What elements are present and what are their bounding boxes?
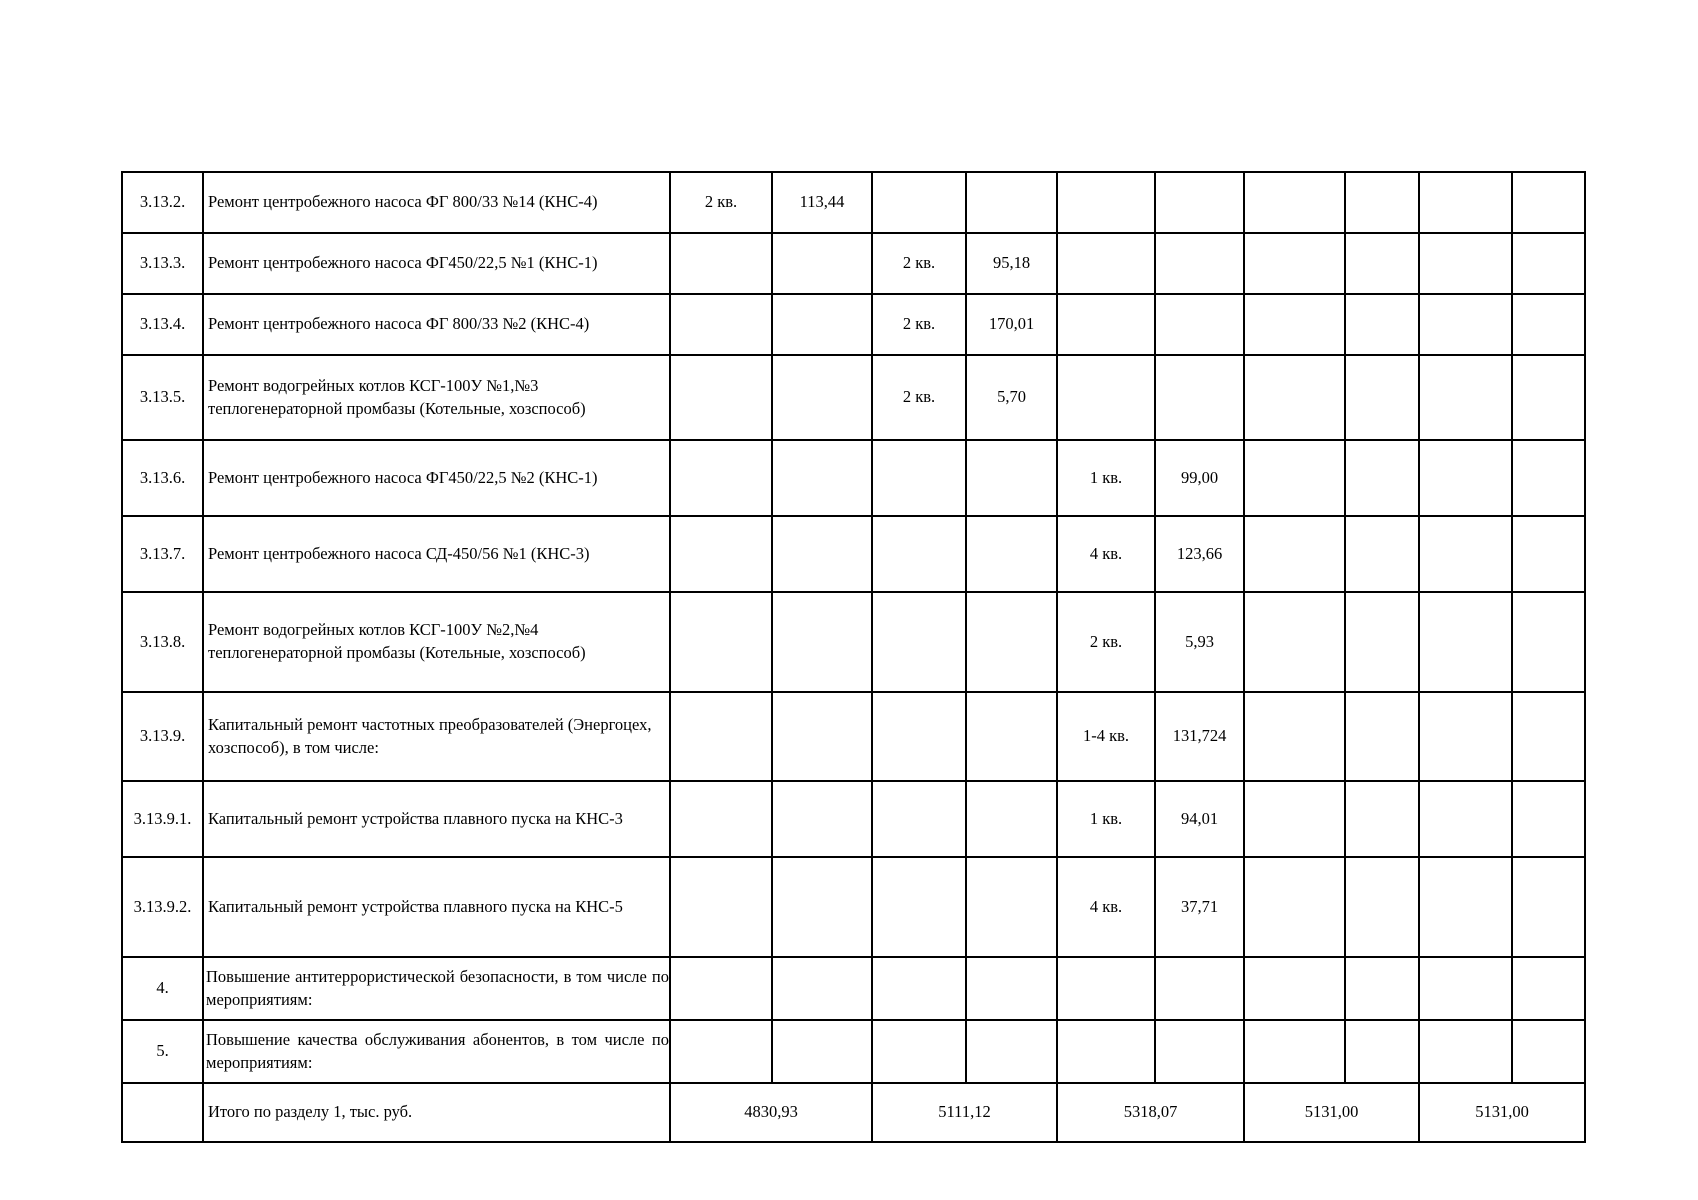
cell-quarter <box>1057 1020 1155 1083</box>
cell-quarter: 1 кв. <box>1057 440 1155 516</box>
total-row <box>122 1083 1585 1142</box>
cell-quarter <box>1244 516 1345 592</box>
cell-quarter <box>872 1020 966 1083</box>
cell-amount <box>966 592 1057 692</box>
cell-quarter <box>670 692 772 781</box>
cell-amount <box>966 440 1057 516</box>
row-number: 3.13.9. <box>122 692 203 781</box>
cell-amount <box>772 516 872 592</box>
cell-quarter: 1-4 кв. <box>1057 692 1155 781</box>
table-row <box>122 957 1585 1020</box>
cell-quarter <box>670 294 772 355</box>
row-number: 3.13.9.1. <box>122 781 203 857</box>
cell-quarter <box>1419 592 1512 692</box>
cell-amount: 113,44 <box>772 172 872 233</box>
cell-amount: 37,71 <box>1155 857 1244 957</box>
cell-quarter <box>670 516 772 592</box>
cell-quarter <box>872 957 966 1020</box>
cell-quarter <box>1244 172 1345 233</box>
cell-amount: 131,724 <box>1155 692 1244 781</box>
table-row <box>122 592 1585 692</box>
cell-quarter <box>1057 957 1155 1020</box>
cell-amount <box>772 857 872 957</box>
cell-quarter <box>1419 355 1512 440</box>
row-description: Ремонт центробежного насоса ФГ 800/33 №2 (КНС-4) <box>203 294 670 355</box>
cell-amount <box>1512 440 1585 516</box>
cell-quarter <box>1419 781 1512 857</box>
table-row <box>122 781 1585 857</box>
cell-quarter <box>1419 692 1512 781</box>
cell-amount <box>1512 355 1585 440</box>
cell-quarter: 4 кв. <box>1057 516 1155 592</box>
cell-quarter <box>1244 1020 1345 1083</box>
cell-amount <box>966 172 1057 233</box>
cell-amount <box>1345 294 1419 355</box>
cell-quarter <box>670 233 772 294</box>
cell-quarter <box>1057 355 1155 440</box>
cell-quarter <box>872 592 966 692</box>
cell-amount <box>772 957 872 1020</box>
cell-amount <box>772 355 872 440</box>
cell-quarter <box>670 957 772 1020</box>
cell-amount: 123,66 <box>1155 516 1244 592</box>
cell-quarter <box>1244 781 1345 857</box>
cell-quarter <box>1419 1020 1512 1083</box>
cell-amount <box>1512 294 1585 355</box>
row-description: Ремонт центробежного насоса ФГ450/22,5 №2 (КНС-1) <box>203 440 670 516</box>
row-number: 3.13.8. <box>122 592 203 692</box>
row-description: Ремонт центробежного насоса ФГ450/22,5 №1 (КНС-1) <box>203 233 670 294</box>
cell-amount <box>772 233 872 294</box>
cell-quarter <box>872 172 966 233</box>
cell-amount <box>1345 592 1419 692</box>
cell-amount <box>966 1020 1057 1083</box>
total-label: Итого по разделу 1, тыс. руб. <box>203 1083 670 1142</box>
cell-quarter <box>1244 857 1345 957</box>
cell-amount <box>1155 294 1244 355</box>
cell-quarter: 2 кв. <box>872 233 966 294</box>
cell-amount <box>966 516 1057 592</box>
row-description: Повышение качества обслуживания абонентов, в том числе по мероприятиям: <box>203 1020 670 1083</box>
cell-amount <box>772 692 872 781</box>
cell-quarter: 2 кв. <box>872 355 966 440</box>
cell-amount <box>772 294 872 355</box>
cell-amount: 95,18 <box>966 233 1057 294</box>
cell-quarter <box>1419 857 1512 957</box>
row-number: 3.13.3. <box>122 233 203 294</box>
cell-amount <box>1345 781 1419 857</box>
row-description: Капитальный ремонт частотных преобразователей (Энергоцех, хозспособ), в том числе: <box>203 692 670 781</box>
cell-amount: 5,93 <box>1155 592 1244 692</box>
cell-quarter <box>670 781 772 857</box>
cell-amount <box>1155 1020 1244 1083</box>
row-description: Ремонт водогрейных котлов КСГ-100У №2,№4 теплогенераторной промбазы (Котельные, хозспособ) <box>203 592 670 692</box>
cell-quarter <box>1244 692 1345 781</box>
cell-amount <box>1512 172 1585 233</box>
cell-amount <box>772 781 872 857</box>
table-row <box>122 1020 1585 1083</box>
cell-amount <box>1512 692 1585 781</box>
cell-quarter <box>1419 516 1512 592</box>
cell-quarter <box>1244 440 1345 516</box>
row-number <box>122 1083 203 1142</box>
row-description: Ремонт центробежного насоса ФГ 800/33 №14 (КНС-4) <box>203 172 670 233</box>
cell-amount <box>772 592 872 692</box>
cell-amount <box>1512 857 1585 957</box>
cell-quarter <box>1419 440 1512 516</box>
cell-amount <box>1345 857 1419 957</box>
cell-amount: 170,01 <box>966 294 1057 355</box>
table-row <box>122 440 1585 516</box>
cell-amount: 99,00 <box>1155 440 1244 516</box>
cell-amount <box>966 781 1057 857</box>
cell-quarter <box>872 440 966 516</box>
cell-amount: 94,01 <box>1155 781 1244 857</box>
investment-program-table <box>121 171 1586 1143</box>
cell-amount <box>1512 1020 1585 1083</box>
cell-amount <box>772 1020 872 1083</box>
cell-amount <box>1345 172 1419 233</box>
row-description: Повышение антитеррористической безопасности, в том числе по мероприятиям: <box>203 957 670 1020</box>
cell-amount <box>1345 516 1419 592</box>
cell-quarter <box>1244 294 1345 355</box>
cell-quarter: 2 кв. <box>1057 592 1155 692</box>
cell-amount <box>1512 781 1585 857</box>
cell-quarter: 4 кв. <box>1057 857 1155 957</box>
row-number: 4. <box>122 957 203 1020</box>
row-description: Ремонт водогрейных котлов КСГ-100У №1,№3 теплогенераторной промбазы (Котельные, хозспособ) <box>203 355 670 440</box>
cell-quarter <box>1057 294 1155 355</box>
table-row <box>122 233 1585 294</box>
cell-quarter <box>1057 172 1155 233</box>
cell-amount <box>1345 233 1419 294</box>
cell-quarter <box>872 692 966 781</box>
table-row <box>122 355 1585 440</box>
row-number: 5. <box>122 1020 203 1083</box>
cell-quarter <box>670 440 772 516</box>
cell-amount <box>966 957 1057 1020</box>
cell-amount <box>1345 1020 1419 1083</box>
cell-amount: 5,70 <box>966 355 1057 440</box>
cell-amount <box>1155 355 1244 440</box>
table-row <box>122 857 1585 957</box>
row-number: 3.13.7. <box>122 516 203 592</box>
cell-quarter <box>1244 592 1345 692</box>
cell-quarter <box>872 857 966 957</box>
table-row <box>122 516 1585 592</box>
cell-quarter: 2 кв. <box>872 294 966 355</box>
table-row <box>122 172 1585 233</box>
cell-quarter <box>1057 233 1155 294</box>
row-number: 3.13.9.2. <box>122 857 203 957</box>
row-number: 3.13.2. <box>122 172 203 233</box>
cell-quarter <box>1244 957 1345 1020</box>
total-value: 5318,07 <box>1057 1083 1244 1142</box>
cell-quarter: 2 кв. <box>670 172 772 233</box>
total-value: 4830,93 <box>670 1083 872 1142</box>
row-description: Ремонт центробежного насоса СД-450/56 №1 (КНС-3) <box>203 516 670 592</box>
cell-amount <box>772 440 872 516</box>
table-row <box>122 294 1585 355</box>
cell-amount <box>1512 957 1585 1020</box>
total-value: 5131,00 <box>1244 1083 1419 1142</box>
cell-quarter <box>1419 233 1512 294</box>
cell-quarter <box>1419 294 1512 355</box>
cell-amount <box>1512 516 1585 592</box>
total-value: 5131,00 <box>1419 1083 1585 1142</box>
cell-quarter <box>1419 172 1512 233</box>
cell-quarter <box>1244 355 1345 440</box>
row-description: Капитальный ремонт устройства плавного пуска на КНС-5 <box>203 857 670 957</box>
cell-amount <box>1345 355 1419 440</box>
cell-quarter <box>872 781 966 857</box>
cell-amount <box>1345 440 1419 516</box>
row-number: 3.13.5. <box>122 355 203 440</box>
cell-amount <box>966 692 1057 781</box>
cell-quarter <box>1244 233 1345 294</box>
cell-amount <box>1155 233 1244 294</box>
cell-amount <box>1155 957 1244 1020</box>
cell-quarter <box>670 1020 772 1083</box>
cell-amount <box>1155 172 1244 233</box>
cell-quarter <box>1419 957 1512 1020</box>
cell-amount <box>1345 957 1419 1020</box>
cell-quarter <box>670 592 772 692</box>
cell-amount <box>1345 692 1419 781</box>
cell-amount <box>1512 592 1585 692</box>
cell-amount <box>1512 233 1585 294</box>
cell-quarter <box>670 355 772 440</box>
total-value: 5111,12 <box>872 1083 1057 1142</box>
row-description: Капитальный ремонт устройства плавного пуска на КНС-3 <box>203 781 670 857</box>
row-number: 3.13.6. <box>122 440 203 516</box>
cell-quarter: 1 кв. <box>1057 781 1155 857</box>
cell-amount <box>966 857 1057 957</box>
table-row <box>122 692 1585 781</box>
cell-quarter <box>872 516 966 592</box>
row-number: 3.13.4. <box>122 294 203 355</box>
cell-quarter <box>670 857 772 957</box>
